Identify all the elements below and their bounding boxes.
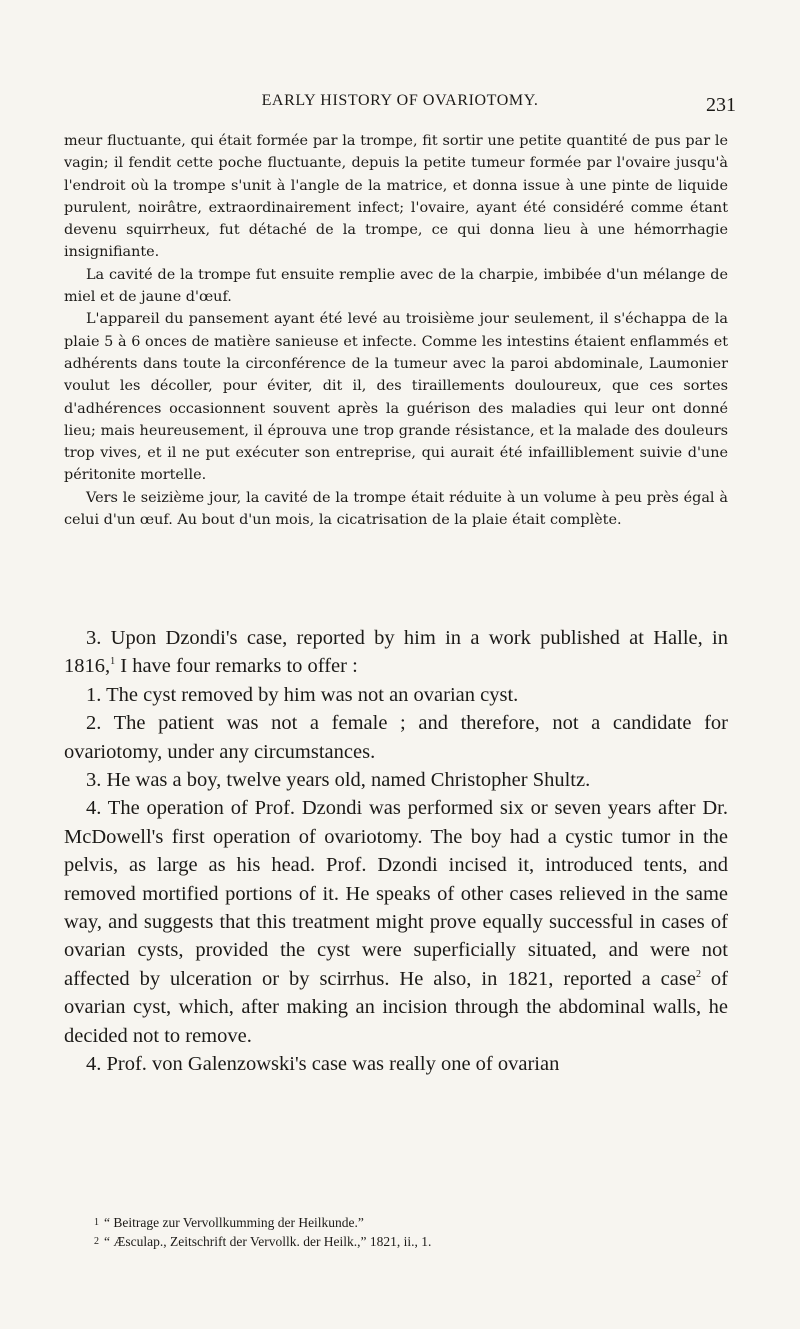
english-commentary xyxy=(64,624,728,1079)
remark-item: 1. The cyst removed by him was not an ovarian cyst. xyxy=(86,683,519,706)
running-header xyxy=(64,92,736,116)
footnote-reference: 2 xyxy=(695,969,701,981)
french-paragraph: L'appareil du pansement ayant été levé au troisième jour seulement, il s'échappa de la plaie 5 à 6 onces de matière sanieuse et infecte. Comme les intestins étaient enflammés et adhérents dans toute la circonférence de la tumeur avec la paroi abdominale, Laumonier voulut les décoller, pour éviter, dit il, des tiraillements douloureux, que ces sortes d'adhérences occasionnent souvent après la guérison des maladies qui leur ont donné lieu; mais heureusement, il éprouva une trop grande résistance, et la malade des douleurs trop vives, et il ne put exécuter son entreprise, qui aurait été infailliblement suivie d'une péritonite mortelle. xyxy=(64,311,728,484)
intro-text-continued: I have four remarks to offer : xyxy=(115,655,358,678)
remark-item xyxy=(64,794,728,1050)
footnote-text: “ Beitrage zur Vervollkumming der Heilkunde.” xyxy=(104,1215,364,1230)
footnote-mark: 1 xyxy=(94,1217,99,1228)
french-paragraph: Vers le seizième jour, la cavité de la trompe était réduite à un volume à peu près égal à celui d'un œuf. Au bout d'un mois, la cicatrisation de la plaie était complète. xyxy=(64,489,728,529)
footnote-reference: 1 xyxy=(110,656,116,668)
intro-text: 3. Upon Dzondi's case, reported by him in a work published at Halle, in 1816, xyxy=(64,627,728,678)
footnote xyxy=(64,1232,728,1251)
intro-paragraph xyxy=(64,624,728,681)
remark-item: 4. Prof. von Galenzowski's case was really one of ovarian xyxy=(86,1053,560,1076)
french-paragraph: meur fluctuante, qui était formée par la trompe, fit sortir une petite quantité de pus par le vagin; il fendit cette poche fluctuante, depuis la petite tumeur formée par l'ovaire jusqu'à l'endroit où la trompe s'unit à l'angle de la matrice, et donna issue à une pinte de liquide purulent, noirâtre, extraordinairement infect; l'ovaire, ayant été considéré comme étant devenu squirrheux, fut détaché de la trompe, ce qui donna lieu à une hémorrhagie insignifiante. xyxy=(64,133,728,261)
running-title: EARLY HISTORY OF OVARIOTOMY. xyxy=(261,92,539,109)
footnote-text: “ Æsculap., Zeitschrift der Vervollk. der Heilk.,” 1821, ii., 1. xyxy=(104,1234,432,1249)
remark-text: 4. The operation of Prof. Dzondi was performed six or seven years after Dr. McDowell's first operation of ovariotomy. The boy had a cystic tumor in the pelvis, as large as his head. Prof. Dzondi incised it, introduced tents, and removed mortified portions of it. He speaks of other cases relieved in the same way, and suggests that this treatment might prove equally successful in cases of ovarian cysts, provided the cyst were superficially situated, and were not affected by ulceration or by scirrhus. He also, in 1821, reported a case xyxy=(64,797,728,990)
french-quotation xyxy=(64,130,728,531)
footnote-mark: 2 xyxy=(94,1236,99,1247)
remark-item: 2. The patient was not a female ; and therefore, not a candidate for ovariotomy, under any circumstances. xyxy=(64,712,728,763)
remark-item: 3. He was a boy, twelve years old, named Christopher Shultz. xyxy=(86,769,591,792)
remark-text-continued: of ovarian cyst, which, after making an incision through the abdominal walls, he decided not to remove. xyxy=(64,967,729,1047)
footnote xyxy=(64,1213,728,1232)
page-number: 231 xyxy=(706,94,736,116)
footnotes xyxy=(64,1213,728,1251)
french-paragraph: La cavité de la trompe fut ensuite remplie avec de la charpie, imbibée d'un mélange de miel et de jaune d'œuf. xyxy=(64,266,728,306)
